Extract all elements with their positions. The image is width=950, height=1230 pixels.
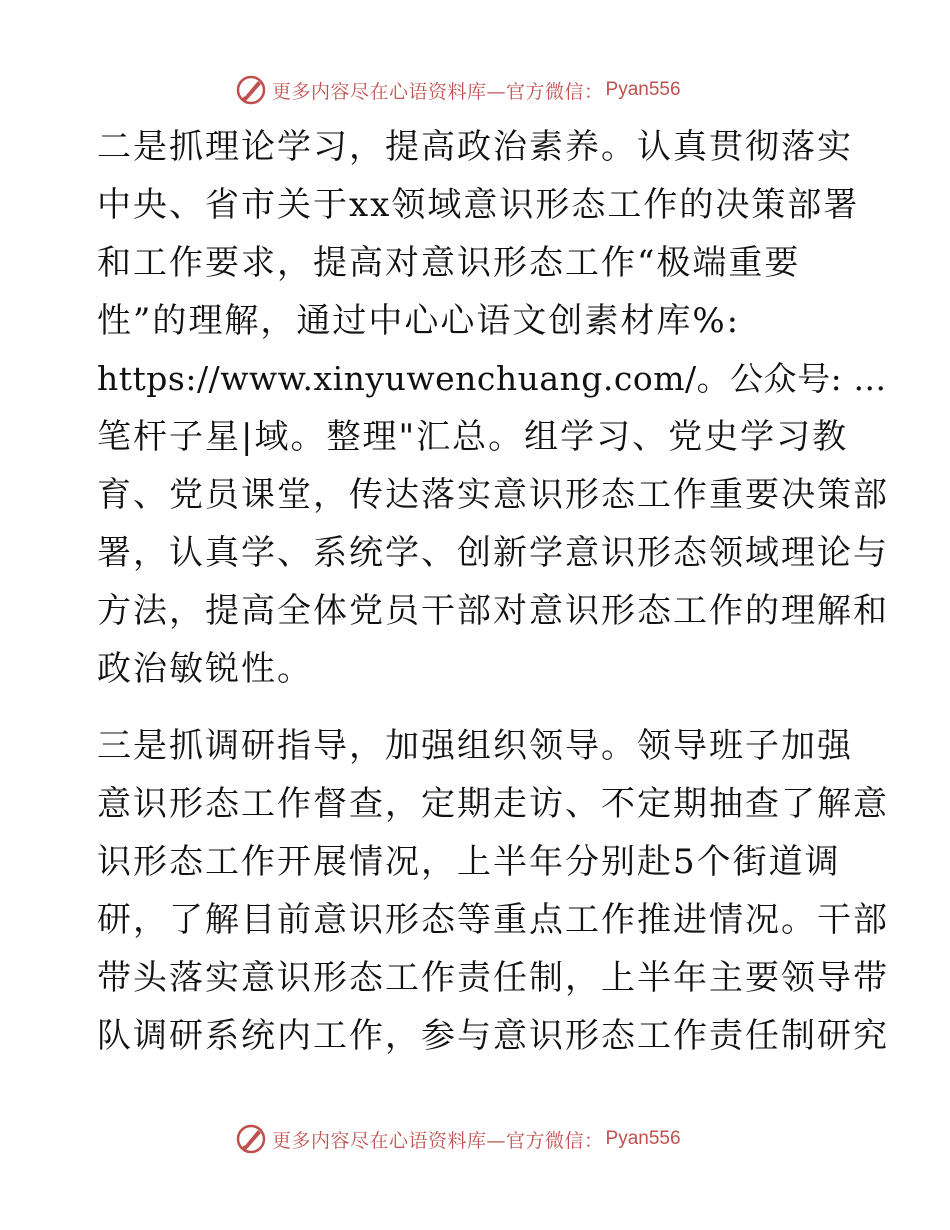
quill-pen-icon <box>234 73 268 107</box>
text-line: 队调研系统内工作，参与意识形态工作责任制研究 <box>97 1016 889 1056</box>
watermark-text: 更多内容尽在心语资料库—官方微信： <box>272 80 604 103</box>
text-line: 带头落实意识形态工作责任制，上半年主要领导带 <box>97 958 889 998</box>
header-watermark <box>234 73 681 107</box>
watermark-text: 更多内容尽在心语资料库—官方微信： <box>272 1129 604 1152</box>
text-line: 二是抓理论学习，提高政治素养。认真贯彻落实 <box>97 127 853 167</box>
watermark-account: Pyan556 <box>605 79 681 100</box>
text-line: 育、党员课堂，传达落实意识形态工作重要决策部 <box>97 475 889 515</box>
text-line: 三是抓调研指导，加强组织领导。领导班子加强 <box>97 726 853 766</box>
text-line: 笔杆子星|域。整理"汇总。组学习、党史学习教 <box>97 417 849 457</box>
paragraph-spacer <box>97 698 857 717</box>
text-line: 中央、省市关于xx领域意识形态工作的决策部署 <box>97 185 860 225</box>
paragraph <box>97 118 889 698</box>
text-line: 意识形态工作督查，定期走访、不定期抽查了解意 <box>97 784 889 824</box>
text-line: 和工作要求，提高对意识形态工作“极端重要 <box>97 243 801 283</box>
text-line: 方法，提高全体党员干部对意识形态工作的理解和 <box>97 591 889 631</box>
text-line: 性”的理解，通过中心心语文创素材库%: <box>97 301 741 341</box>
url-line: https://www.xinyuwenchuang.com/。公众号: … <box>97 359 887 398</box>
text-line: 署，认真学、系统学、创新学意识形态领域理论与 <box>97 533 889 573</box>
text-line: 识形态工作开展情况，上半年分别赴5个街道调 <box>97 842 841 882</box>
document-body <box>97 118 889 1065</box>
paragraph <box>97 717 889 1065</box>
text-line: 研，了解目前意识形态等重点工作推进情况。干部 <box>97 900 889 940</box>
quill-pen-icon <box>234 1122 268 1156</box>
footer-watermark <box>234 1122 681 1156</box>
text-line: 政治敏锐性。 <box>97 649 313 689</box>
watermark-account: Pyan556 <box>605 1128 681 1149</box>
